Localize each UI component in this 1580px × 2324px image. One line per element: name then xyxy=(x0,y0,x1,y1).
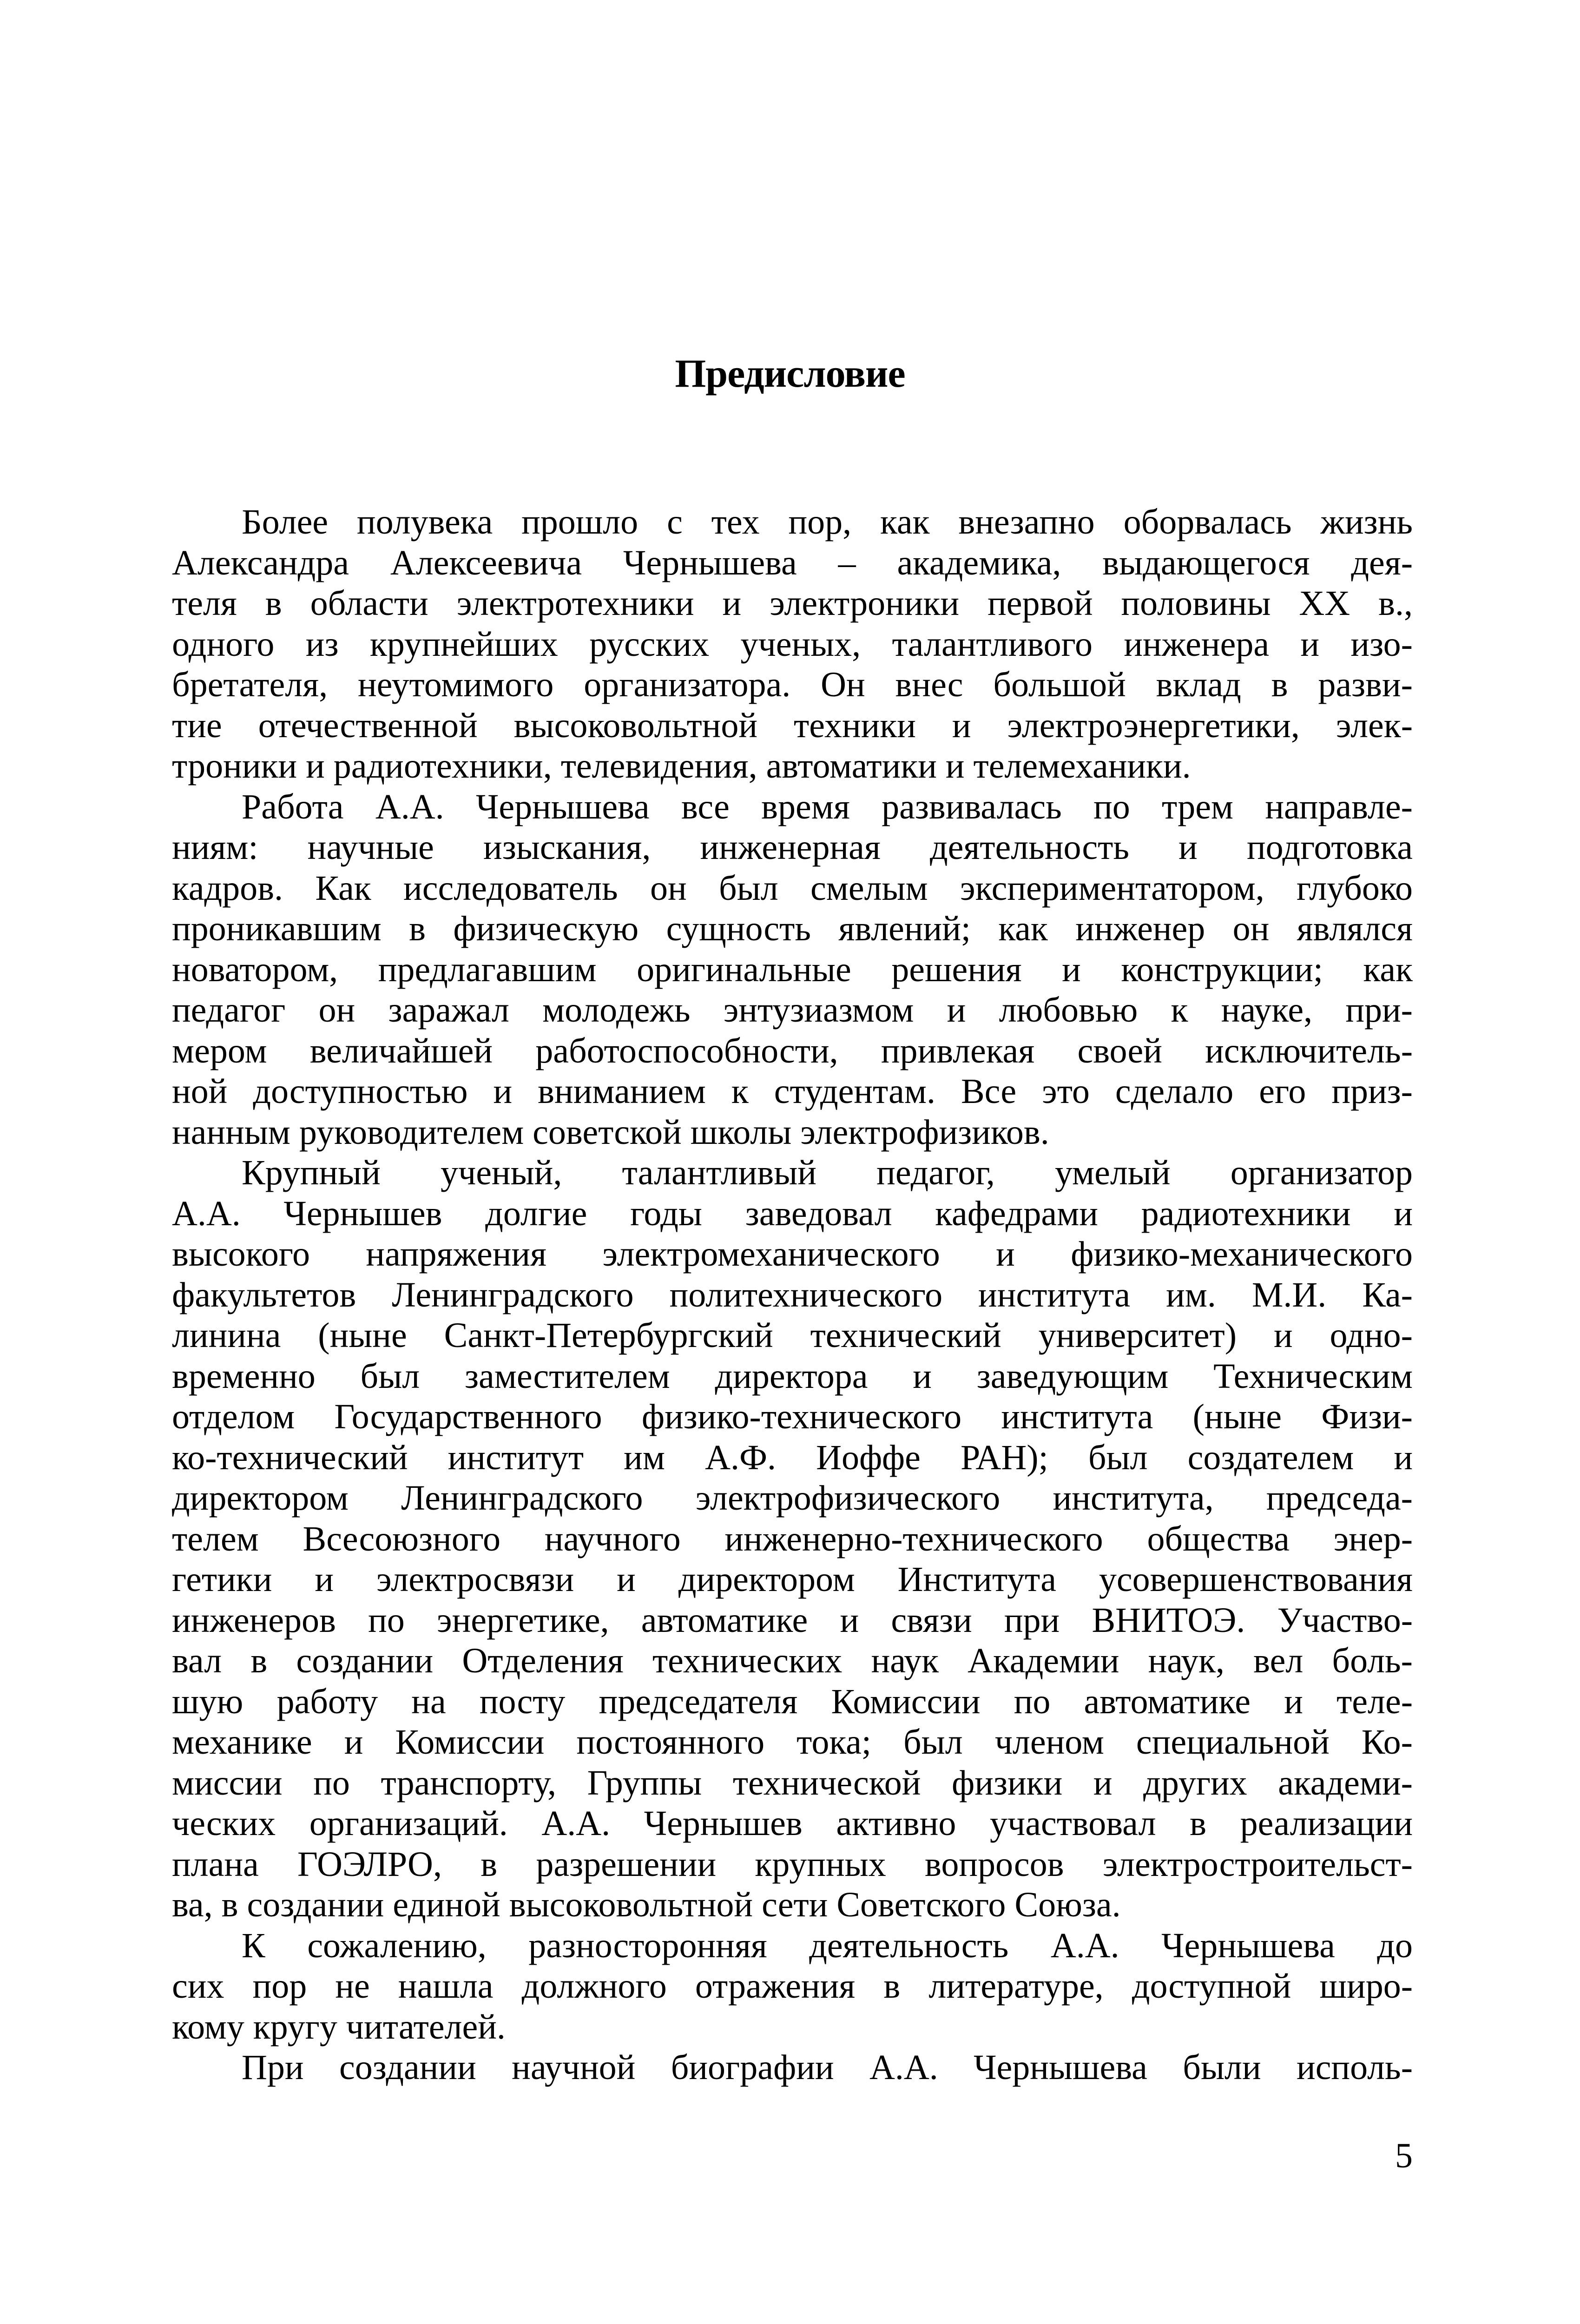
text-line: факультетов Ленинградского политехнического института им. М.И. Ка- xyxy=(172,1275,1413,1314)
text-line: одного из крупнейших русских ученых, талантливого инженера и изо- xyxy=(172,624,1413,664)
text-line: теля в области электротехники и электроники первой половины XX в., xyxy=(172,584,1413,623)
text-line: кому кругу читателей. xyxy=(172,2007,506,2047)
text-line: При создании научной биографии А.А. Чернышева были исполь- xyxy=(242,2048,1413,2087)
text-line: временно был заместителем директора и заведующим Техническим xyxy=(172,1356,1413,1396)
text-line: педагог он заражал молодежь энтузиазмом и любовью к науке, при- xyxy=(172,990,1413,1030)
body-text xyxy=(172,502,1413,2088)
text-line: мером величайшей работоспособности, привлекая своей исключитель- xyxy=(172,1031,1413,1070)
text-line: Работа А.А. Чернышева все время развивалась по трем направле- xyxy=(242,787,1413,826)
text-line: линина (ныне Санкт-Петербургский технический университет) и одно- xyxy=(172,1316,1413,1355)
text-line: К сожалению, разносторонняя деятельность А.А. Чернышева до xyxy=(242,1926,1413,1965)
text-line: Александра Алексеевича Чернышева – академика, выдающегося дея- xyxy=(172,543,1413,582)
paragraph xyxy=(172,1153,1413,1926)
page-title: Предисловие xyxy=(675,351,905,396)
page-number: 5 xyxy=(1395,2136,1413,2175)
text-line: отделом Государственного физико-технического института (ныне Физи- xyxy=(172,1397,1413,1436)
text-line: ко-технический институт им А.Ф. Иоффе РАН); был создателем и xyxy=(172,1438,1413,1477)
text-line: проникавшим в физическую сущность явлений; как инженер он являлся xyxy=(172,909,1413,948)
paragraph xyxy=(172,502,1413,787)
text-line: троники и радиотехники, телевидения, автоматики и телемеханики. xyxy=(172,746,1191,786)
text-line: сих пор не нашла должного отражения в литературе, доступной широ- xyxy=(172,1967,1413,2006)
text-line: новатором, предлагавшим оригинальные решения и конструкции; как xyxy=(172,950,1413,989)
text-line: ниям: научные изыскания, инженерная деятельность и подготовка xyxy=(172,828,1413,867)
text-line: шую работу на посту председателя Комиссии по автоматике и теле- xyxy=(172,1682,1413,1721)
text-line: кадров. Как исследователь он был смелым экспериментатором, глубоко xyxy=(172,868,1413,908)
text-line: телем Всесоюзного научного инженерно-технического общества энер- xyxy=(172,1519,1413,1558)
text-line: директором Ленинградского электрофизического института, председа- xyxy=(172,1479,1413,1518)
text-line: А.А. Чернышев долгие годы заведовал кафедрами радиотехники и xyxy=(172,1194,1413,1233)
text-line: ва, в создании единой высоковольтной сети Советского Союза. xyxy=(172,1885,1121,1924)
text-line: вал в создании Отделения технических наук Академии наук, вел боль- xyxy=(172,1641,1413,1680)
paragraph xyxy=(172,2047,1413,2088)
text-line: Крупный ученый, талантливый педагог, умелый организатор xyxy=(242,1153,1413,1192)
text-line: нанным руководителем советской школы электрофизиков. xyxy=(172,1112,1049,1152)
text-line: миссии по транспорту, Группы технической физики и других академи- xyxy=(172,1763,1413,1802)
text-line: тие отечественной высоковольтной техники и электроэнергетики, элек- xyxy=(172,706,1413,745)
paragraph xyxy=(172,787,1413,1153)
text-line: Более полувека прошло с тех пор, как внезапно оборвалась жизнь xyxy=(242,502,1413,541)
text-line: ческих организаций. А.А. Чернышев активно участвовал в реализации xyxy=(172,1804,1413,1843)
text-line: гетики и электросвязи и директором Института усовершенствования xyxy=(172,1560,1413,1599)
text-line: высокого напряжения электромеханического и физико-механического xyxy=(172,1235,1413,1274)
text-line: бретателя, неутомимого организатора. Он внес большой вклад в разви- xyxy=(172,665,1413,704)
paragraph xyxy=(172,1926,1413,2048)
text-line: ной доступностью и вниманием к студентам. Все это сделало его приз- xyxy=(172,1072,1413,1111)
text-line: механике и Комиссии постоянного тока; был членом специальной Ко- xyxy=(172,1723,1413,1762)
text-line: инженеров по энергетике, автоматике и связи при ВНИТОЭ. Участво- xyxy=(172,1600,1413,1640)
text-line: плана ГОЭЛРО, в разрешении крупных вопросов электростроительст- xyxy=(172,1844,1413,1884)
